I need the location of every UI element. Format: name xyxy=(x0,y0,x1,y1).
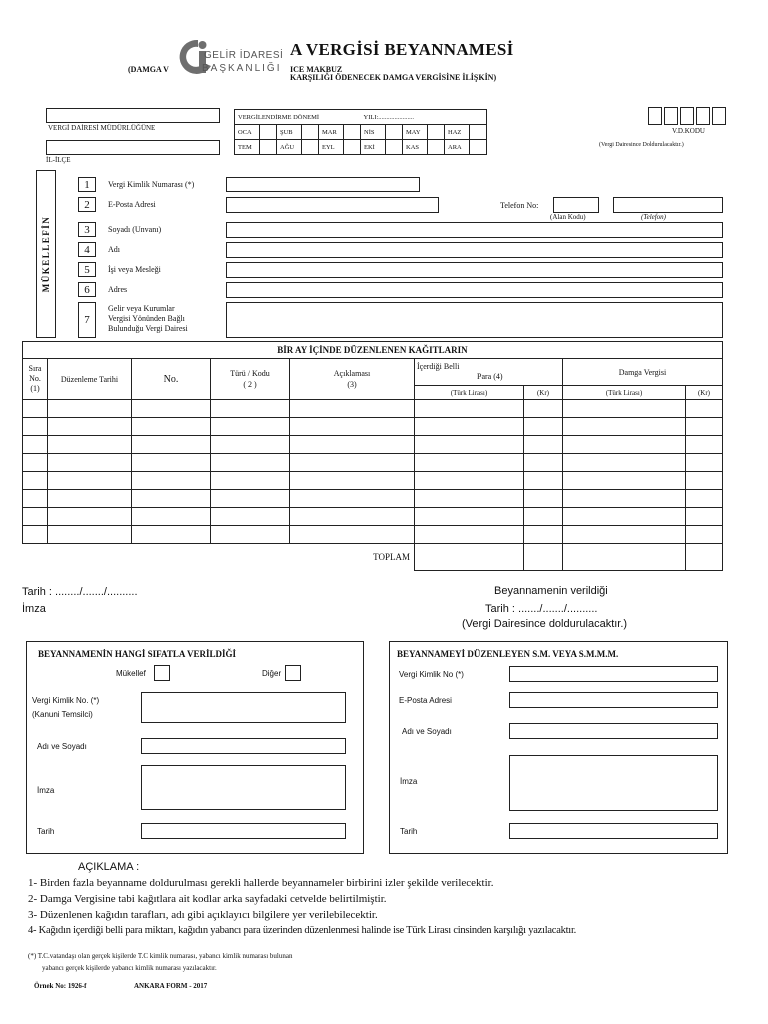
month-checkbox[interactable] xyxy=(470,125,487,140)
vd-code-label: V.D.KODU xyxy=(672,127,705,135)
acc-tin-input[interactable] xyxy=(509,666,718,682)
table-row xyxy=(23,418,723,436)
table-row xyxy=(23,490,723,508)
month-label: EYL xyxy=(319,140,344,155)
month-label: MAY xyxy=(403,125,428,140)
acc-sign-label: İmza xyxy=(400,777,418,786)
acc-tin-label: Vergi Kimlik No (*) xyxy=(399,670,464,679)
rep-name-input[interactable] xyxy=(141,738,346,754)
capacity-panel-title: BEYANNAMENİN HANGİ SIFATLA VERİLDİĞİ xyxy=(38,649,236,659)
surname-label: Soyadı (Unvanı) xyxy=(108,225,162,234)
note-item: 4- Kağıdın içerdiği belli para miktarı, kağıdın yabancı para üzerinden düzenlenmesi halinde ise Türk Lirası cinsinden karşılığı yazılacaktır. xyxy=(28,925,576,936)
month-checkbox[interactable] xyxy=(428,125,445,140)
rep-sign-label: İmza xyxy=(37,786,55,795)
papers-table xyxy=(22,341,723,571)
field-number: 6 xyxy=(78,282,96,297)
address-label: Adres xyxy=(108,285,128,294)
table-row xyxy=(23,454,723,472)
form-title: A VERGİSİ BEYANNAMESİ xyxy=(290,40,514,59)
field-number: 7 xyxy=(78,302,96,338)
col-money-header: İçerdiği Belli Para (4) xyxy=(415,359,563,386)
month-checkbox[interactable] xyxy=(470,140,487,155)
field-number: 4 xyxy=(78,242,96,257)
form-subtitle-right-2: KARŞILIĞI ÖDENECEK DAMGA VERGİSİNE İLİŞKİN) xyxy=(290,73,497,82)
rep-date-input[interactable] xyxy=(141,823,346,839)
total-money-kr[interactable] xyxy=(524,544,563,571)
vd-code-digit[interactable] xyxy=(712,107,726,125)
month-label: HAZ xyxy=(445,125,470,140)
papers-table-title: BİR AY İÇİNDE DÜZENLENEN KAĞITLARIN xyxy=(23,342,723,359)
vd-code-digit[interactable] xyxy=(680,107,694,125)
rep-tin-sublabel: (Kanuni Temsilci) xyxy=(32,710,93,719)
month-label: TEM xyxy=(235,140,260,155)
rep-tin-input[interactable] xyxy=(141,692,346,723)
vd-code-digit[interactable] xyxy=(664,107,678,125)
taxpayer-section-label: MÜKELLEFİN xyxy=(36,170,56,338)
date-right: Tarih : ......./......./.......... xyxy=(485,603,598,615)
col-date-header: Düzenleme Tarihi xyxy=(48,359,132,400)
month-checkbox[interactable] xyxy=(428,140,445,155)
acc-email-label: E-Posta Adresi xyxy=(399,696,452,705)
occupation-label: İşi veya Mesleği xyxy=(108,265,161,274)
stamp-kr-header: (Kr) xyxy=(686,386,723,400)
tax-office-input[interactable] xyxy=(46,108,220,123)
area-code-label: (Alan Kodu) xyxy=(550,213,586,221)
field-number: 1 xyxy=(78,177,96,192)
table-row xyxy=(23,436,723,454)
form-subtitle-left: (DAMGA V xyxy=(128,65,169,74)
other-option-label: Diğer xyxy=(262,669,282,678)
footnote-2: yabancı gerçek kişilerde yabancı kimlik numarası yazılacaktır. xyxy=(42,964,217,972)
rep-tin-label: Vergi Kimlik No. (*) xyxy=(32,696,100,705)
form-subtitle-right-1: ICE MAKBUZ xyxy=(290,65,343,74)
total-money-tl[interactable] xyxy=(415,544,524,571)
month-checkbox[interactable] xyxy=(260,140,277,155)
note-item: 1- Birden fazla beyanname doldurulması gerekli hallerde beyannameler birbirini izler şekilde verilecektir. xyxy=(28,877,494,889)
table-row xyxy=(23,472,723,490)
money-kr-header: (Kr) xyxy=(524,386,563,400)
period-table xyxy=(234,109,487,155)
tin-label: Vergi Kimlik Numarası (*) xyxy=(108,180,195,189)
form-number: Örnek No: 1926-f xyxy=(34,982,87,990)
month-label: KAS xyxy=(403,140,428,155)
notes-heading: AÇIKLAMA : xyxy=(78,861,140,873)
rep-date-label: Tarih xyxy=(37,827,55,836)
tax-office-link-label: Gelir veya Kurumlar Vergisi Yönünden Bağlı Bulunduğu Vergi Dairesi xyxy=(108,304,188,333)
acc-sign-input[interactable] xyxy=(509,755,718,811)
taxpayer-option-label: Mükellef xyxy=(116,669,146,678)
field-number: 2 xyxy=(78,197,96,212)
col-no-header: Sıra No. (1) xyxy=(23,359,48,400)
acc-date-label: Tarih xyxy=(400,827,418,836)
vd-code-digit[interactable] xyxy=(696,107,710,125)
province-label: İL-İLÇE xyxy=(46,156,71,164)
acc-date-input[interactable] xyxy=(509,823,718,839)
col-number-header: No. xyxy=(132,359,211,400)
phone-input[interactable] xyxy=(613,197,723,213)
total-label: TOPLAM xyxy=(23,544,415,571)
tin-input[interactable] xyxy=(226,177,420,192)
month-label: OCA xyxy=(235,125,260,140)
email-label: E-Posta Adresi xyxy=(108,200,156,209)
date-left: Tarih : ......../......./.......... xyxy=(22,586,138,598)
acc-name-label: Adı ve Soyadı xyxy=(402,727,452,736)
month-label: EKİ xyxy=(361,140,386,155)
period-label: VERGİLENDİRME DÖNEMİ xyxy=(235,110,344,125)
accountant-panel-title: BEYANNAMEYİ DÜZENLEYEN S.M. VEYA S.M.M.M. xyxy=(397,649,619,659)
month-checkbox[interactable] xyxy=(344,140,361,155)
col-type-header: Türü / Kodu ( 2 ) xyxy=(211,359,290,400)
rep-name-label: Adı ve Soyadı xyxy=(37,742,87,751)
year-label: YILI:...................... xyxy=(344,110,487,125)
stamp-tl-header: (Türk Lirası) xyxy=(563,386,686,400)
months-row-1 xyxy=(235,125,487,140)
tax-office-link-input[interactable] xyxy=(226,302,723,338)
month-checkbox[interactable] xyxy=(302,140,319,155)
note-item: 2- Damga Vergisine tabi kağıtlara ait kodlar arka sayfadaki cetvelde belirtilmiştir. xyxy=(28,893,387,905)
total-stamp-tl[interactable] xyxy=(563,544,686,571)
form-name: ANKARA FORM - 2017 xyxy=(134,982,208,990)
month-label: MAR xyxy=(319,125,344,140)
logo-line1: GELİR İDARESİ xyxy=(204,50,284,61)
col-desc-header: Açıklaması (3) xyxy=(290,359,415,400)
table-row xyxy=(23,508,723,526)
note-item: 3- Düzenlenen kağıdın tarafları, adı gibi açıklayıcı bilgilere yer verilebilecektir. xyxy=(28,909,378,921)
tax-office-label: VERGİ DAİRESİ MÜDÜRLÜĞÜNE xyxy=(48,124,156,132)
phone-label: Telefon No: xyxy=(500,201,539,210)
occupation-input[interactable] xyxy=(226,262,723,278)
month-label: ŞUB xyxy=(277,125,302,140)
rep-sign-input[interactable] xyxy=(141,765,346,810)
phone-sub-label: (Telefon) xyxy=(641,213,667,221)
month-label: ARA xyxy=(445,140,470,155)
name-label: Adı xyxy=(108,245,120,254)
province-input[interactable] xyxy=(46,140,220,155)
name-input[interactable] xyxy=(226,242,723,258)
given-label: Beyannamenin verildiği xyxy=(494,585,608,597)
gib-logo xyxy=(178,36,288,78)
footnote-1: (*) T.C.vatandaşı olan gerçek kişilerde T.C kimlik numarası, yabancı kimlik numarası bulunan xyxy=(28,952,293,960)
month-checkbox[interactable] xyxy=(344,125,361,140)
other-option-checkbox[interactable] xyxy=(285,665,301,681)
area-code-input[interactable] xyxy=(553,197,599,213)
email-input[interactable] xyxy=(226,197,439,213)
month-checkbox[interactable] xyxy=(260,125,277,140)
address-input[interactable] xyxy=(226,282,723,298)
field-number: 5 xyxy=(78,262,96,277)
sign-left: İmza xyxy=(22,603,46,615)
total-stamp-kr[interactable] xyxy=(686,544,723,571)
total-row xyxy=(23,544,723,571)
months-row-2 xyxy=(235,140,487,155)
table-row xyxy=(23,526,723,544)
month-checkbox[interactable] xyxy=(302,125,319,140)
office-note: (Vergi Dairesince doldurulacaktır.) xyxy=(462,618,628,630)
month-checkbox[interactable] xyxy=(386,125,403,140)
money-tl-header: (Türk Lirası) xyxy=(415,386,524,400)
month-label: NİS xyxy=(361,125,386,140)
logo-line2: BAŞKANLIĞI xyxy=(202,63,282,74)
col-stamp-header: Damga Vergisi xyxy=(563,359,723,386)
vd-code-note: (Vergi Dairesince Doldurulacaktır.) xyxy=(599,142,684,148)
taxpayer-option-checkbox[interactable] xyxy=(154,665,170,681)
field-number: 3 xyxy=(78,222,96,237)
surname-input[interactable] xyxy=(226,222,723,238)
table-row xyxy=(23,400,723,418)
acc-name-input[interactable] xyxy=(509,723,718,739)
acc-email-input[interactable] xyxy=(509,692,718,708)
month-label: AĞU xyxy=(277,140,302,155)
month-checkbox[interactable] xyxy=(386,140,403,155)
vd-code-digit[interactable] xyxy=(648,107,662,125)
